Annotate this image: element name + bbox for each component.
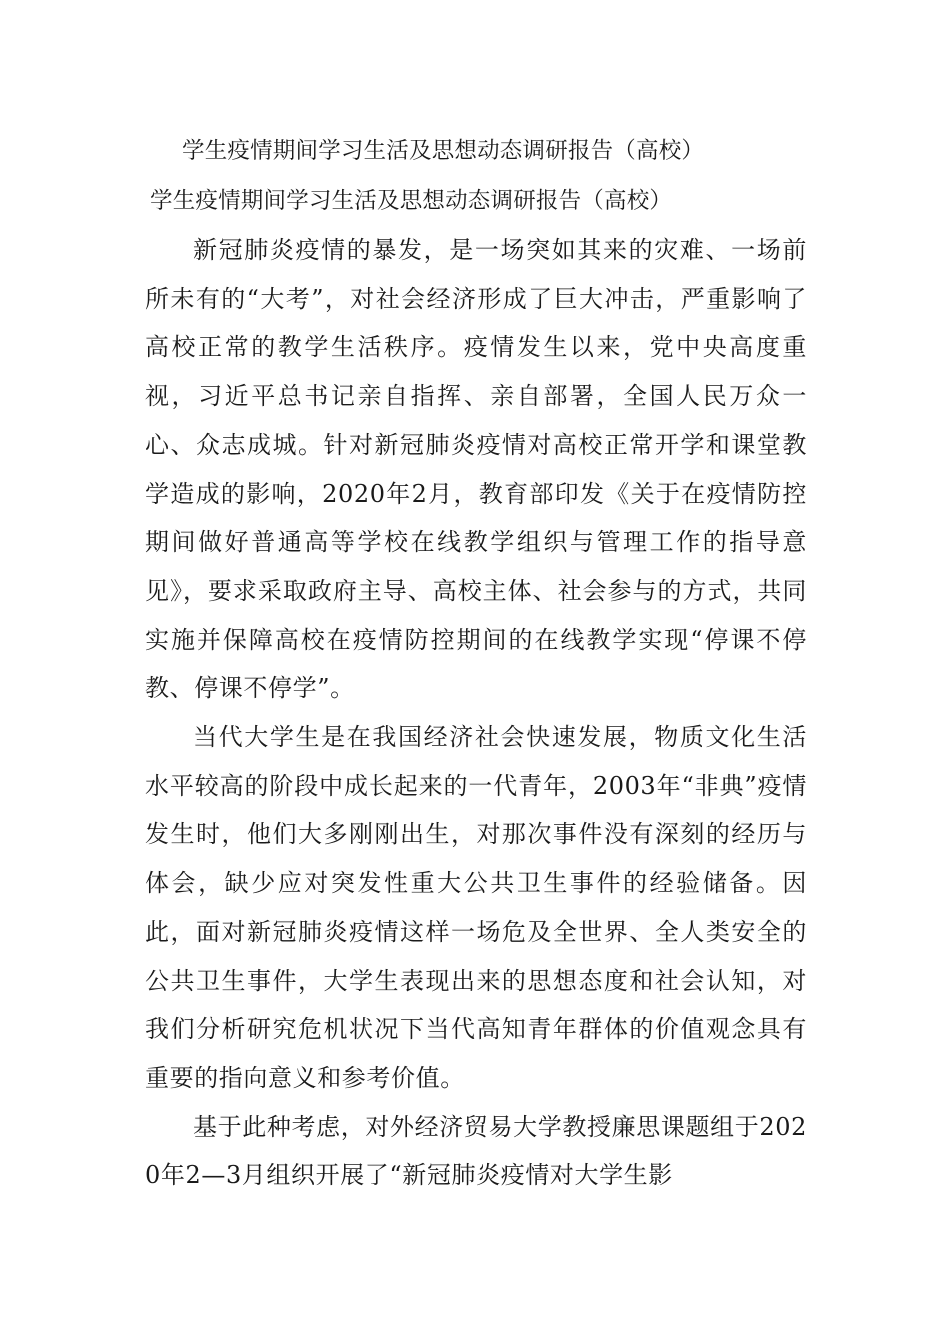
document-body xyxy=(145,226,807,1200)
document-subtitle: 学生疫情期间学习生活及思想动态调研报告（高校） xyxy=(150,188,673,214)
paragraph-1: 新冠肺炎疫情的暴发，是一场突如其来的灾难、一场前所未有的“大考”，对社会经济形成了巨大冲击，严重影响了高校正常的教学生活秩序。疫情发生以来，党中央高度重视，习近平总书记亲自指挥、亲自部署，全国人民万众一心、众志成城。针对新冠肺炎疫情对高校正常开学和课堂教学造成的影响，2020年2月，教育部印发《关于在疫情防控期间做好普通高等学校在线教学组织与管理工作的指导意见》，要求采取政府主导、高校主体、社会参与的方式，共同实施并保障高校在疫情防控期间的在线教学实现“停课不停教、停课不停学”。 xyxy=(145,236,807,703)
paragraph-2: 当代大学生是在我国经济社会快速发展，物质文化生活水平较高的阶段中成长起来的一代青年，2003年“非典”疫情发生时，他们大多刚刚出生，对那次事件没有深刻的经历与体会，缺少应对突发性重大公共卫生事件的经验储备。因此，面对新冠肺炎疫情这样一场危及全世界、全人类安全的公共卫生事件，大学生表现出来的思想态度和社会认知，对我们分析研究危机状况下当代高知青年群体的价值观念具有重要的指向意义和参考价值。 xyxy=(145,723,807,1092)
paragraph-3: 基于此种考虑，对外经济贸易大学教授廉思课题组于2020年2—3月组织开展了“新冠肺炎疫情对大学生影 xyxy=(145,1112,807,1190)
document-title: 学生疫情期间学习生活及思想动态调研报告（高校） xyxy=(182,138,705,164)
